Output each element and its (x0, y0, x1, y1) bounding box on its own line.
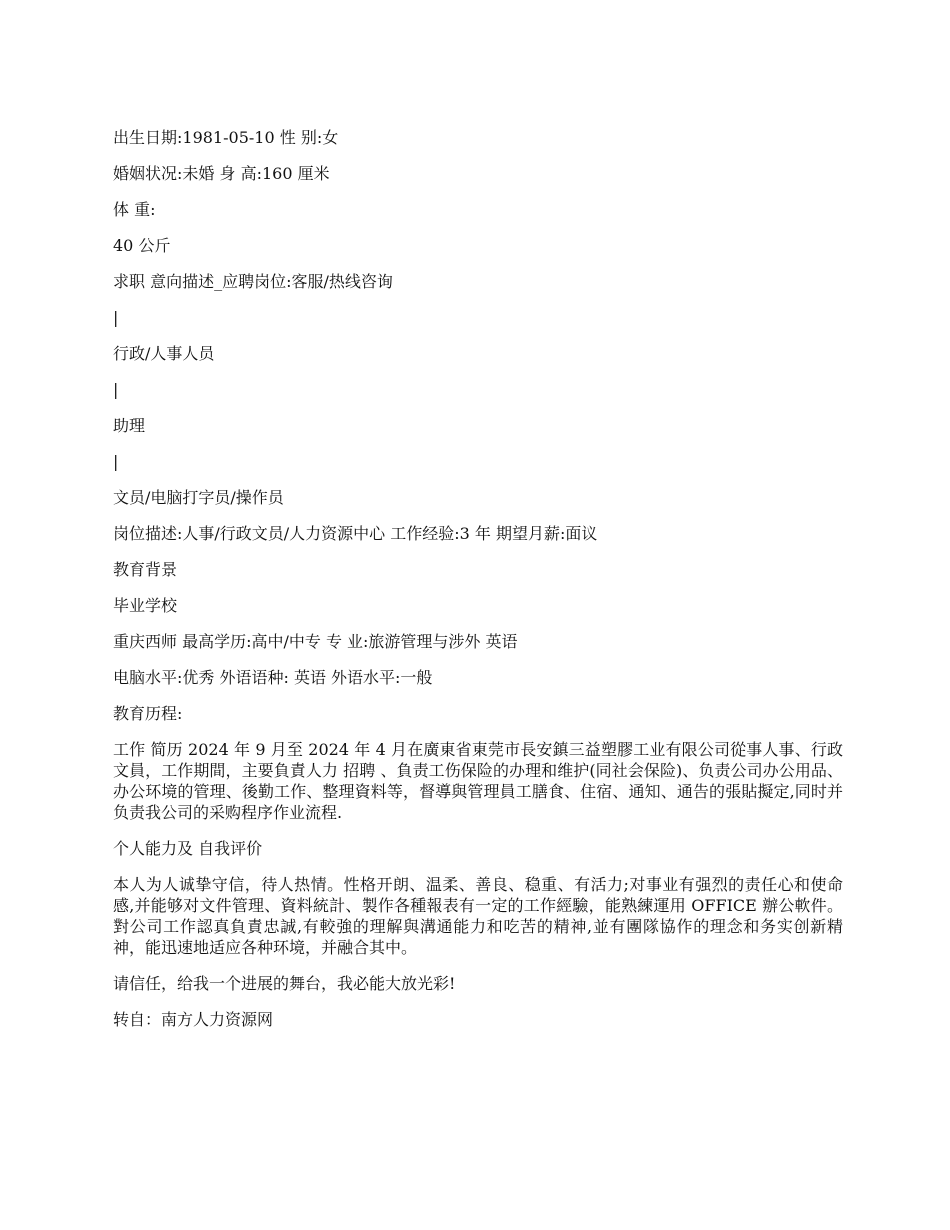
separator-2: | (113, 380, 119, 399)
assistant-line: 助理 (113, 416, 146, 435)
self-evaluation-heading: 个人能力及 自我评价 (113, 839, 263, 858)
separator-3: | (113, 452, 119, 471)
school-label-line: 毕业学校 (113, 596, 178, 615)
separator-1: | (113, 308, 119, 327)
education-history-heading: 教育历程: (113, 704, 183, 723)
job-intention-line: 求职 意向描述_应聘岗位:客服/热线咨询 (113, 272, 393, 291)
self-evaluation-paragraph: 本人为人诚挚守信，待人热情。性格开朗、温柔、善良、稳重、有活力;对事业有强烈的责任心和使命感,并能够对文件管理、資料統計、製作各種報表有一定的工作經驗，能熟練運用 OFFICE 辦公軟件。對公司工作認真負責忠誠,有較強的理解與溝通能力和吃苦的精神,並有團隊協作的理念和务实创新精神，能迅速地适应各种环境，并融合其中。 (113, 875, 843, 957)
clerk-line: 文员/电脑打字员/操作员 (113, 488, 284, 507)
weight-value-line: 40 公斤 (113, 236, 171, 255)
admin-hr-line: 行政/人事人员 (113, 344, 215, 363)
closing-line: 请信任，给我一个进展的舞台，我必能大放光彩! (113, 974, 456, 993)
position-desc-line: 岗位描述:人事/行政文员/人力资源中心 工作经验:3 年 期望月薪:面议 (113, 524, 598, 543)
source-line: 转自：南方人力资源网 (113, 1010, 274, 1029)
skills-line: 电脑水平:优秀 外语语种: 英语 外语水平:一般 (113, 668, 433, 687)
education-background-heading: 教育背景 (113, 560, 178, 579)
school-info-line: 重庆西师 最高学历:高中/中专 专 业:旅游管理与涉外 英语 (113, 632, 518, 651)
birth-gender-line: 出生日期:1981-05-10 性 别:女 (113, 128, 339, 147)
marital-height-line: 婚姻状况:未婚 身 高:160 厘米 (113, 164, 330, 183)
resume-document (113, 127, 843, 1045)
work-history-paragraph: 工作 简历 2024 年 9 月至 2024 年 4 月在廣東省東莞市長安鎮三益塑膠工业有限公司從事人事、行政文員，工作期間，主要負責人力 招聘 、負责工伤保险的办理和维护(同社会保险)、负责公司办公用品、办公环境的管理、後勤工作、整理資料等，督導與管理員工膳食、住宿、通知、通告的張貼擬定,同时并负责我公司的采购程序作业流程. (113, 740, 843, 822)
weight-label-line: 体 重: (113, 200, 156, 219)
